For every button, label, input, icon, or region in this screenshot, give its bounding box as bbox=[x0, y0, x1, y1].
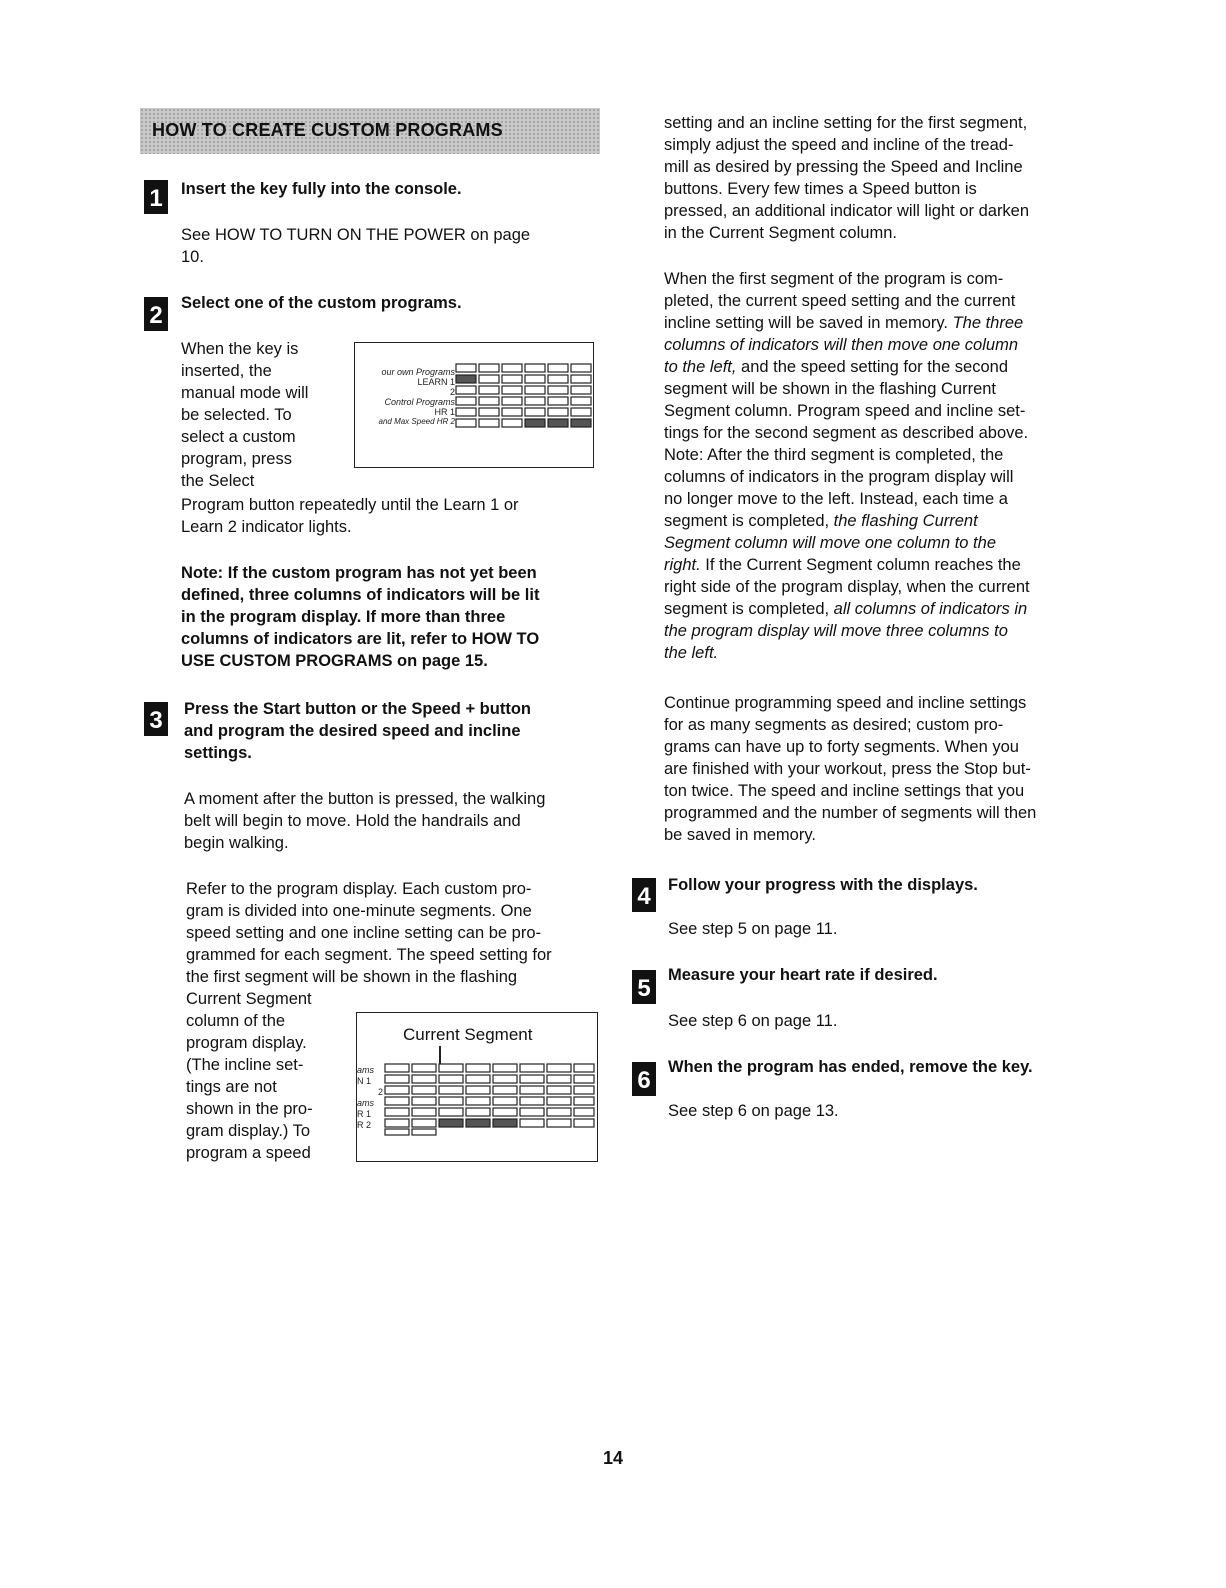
step-3-title: Press the Start button or the Speed + button and program the desired speed and incline settings. bbox=[184, 700, 531, 762]
custom-program-note: Note: If the custom program has not yet been defined, three columns of indicators will be lit in the program display. If more than three columns of indicators are lit, refer to HOW TO USE CUSTOM PROGRAMS on page 15. bbox=[181, 564, 540, 670]
figure-1-label: and Max Speed HR 2 bbox=[378, 417, 455, 426]
figure-2-label: ams bbox=[357, 1098, 375, 1108]
step-6-text: See step 6 on page 13. bbox=[668, 1102, 839, 1120]
step-2-text-wrap: When the key is inserted, the manual mode will be selected. To select a custom program, press the Select bbox=[181, 340, 309, 490]
right-paragraph-3: Continue programming speed and incline settings for as many segments as desired; custom pro- grams can have up to forty segments. When you are finished with your workout, press the Stop but- ton twice. The speed and incline settings that you programmed and the number of segments will then be saved in memory. bbox=[664, 694, 1037, 844]
right-paragraph-2: When the first segment of the program is com- pleted, the current speed setting and the current incline setting will be saved in memory. The three columns of indicators will then move one column to the left, and the speed setting for the second segment will be shown in the flashing Current Segment column. Program speed and incline set- tings for the second segment as described above. Note: After the third segment is completed, the columns of indicators in the program display will no longer move to the left. Instead, each time a segment is completed, the flashing Current Segment column will move one column to the right. If the Current Segment column reaches the right side of the program display, when the current segment is completed, all columns of indicators in the program display will move three columns to the left. bbox=[664, 270, 1030, 662]
figure-1-label: HR 1 bbox=[434, 407, 455, 417]
figure-1-label: Control Programs bbox=[384, 397, 455, 407]
figure-2-label: N 1 bbox=[357, 1076, 372, 1086]
figure-2-label: ams bbox=[357, 1065, 375, 1075]
step-3-text-2: Refer to the program display. Each custom pro- gram is divided into one-minute segments. One speed setting and one incline setting can be pro- grammed for each segment. The speed setting for the first segment will be shown in the flashing bbox=[186, 880, 552, 986]
step-3-text-wrap: Current Segment column of the program display. (The incline set- tings are not shown in the pro- gram display.) To program a speed bbox=[186, 990, 313, 1162]
step-6-title: When the program has ended, remove the key. bbox=[668, 1058, 1033, 1076]
step-4-title: Follow your progress with the displays. bbox=[668, 876, 978, 894]
figure-1-label: 2 bbox=[449, 387, 455, 397]
step-number-1: 1 bbox=[144, 180, 168, 214]
indicator-grid-2 bbox=[384, 1063, 596, 1137]
section-heading: HOW TO CREATE CUSTOM PROGRAMS bbox=[152, 120, 503, 140]
step-number-5: 5 bbox=[632, 970, 656, 1004]
step-number-6: 6 bbox=[632, 1062, 656, 1096]
step-3-text-1: A moment after the button is pressed, the walking belt will begin to move. Hold the handrails and begin walking. bbox=[184, 790, 546, 852]
figure-2-label: 2 bbox=[377, 1087, 383, 1097]
figure-2-title: Current Segment bbox=[403, 1025, 533, 1044]
step-2-title: Select one of the custom programs. bbox=[181, 294, 462, 312]
step-5-text: See step 6 on page 11. bbox=[668, 1012, 838, 1030]
figure-1-label: our own Programs bbox=[381, 367, 455, 377]
indicator-grid-1 bbox=[455, 363, 593, 443]
program-display-figure-1 bbox=[354, 342, 594, 468]
page-number: 14 bbox=[602, 1448, 624, 1468]
step-4-text: See step 5 on page 11. bbox=[668, 920, 838, 938]
step-5-title: Measure your heart rate if desired. bbox=[668, 966, 938, 984]
figure-2-label: R 1 bbox=[357, 1109, 372, 1119]
step-number-2: 2 bbox=[144, 297, 168, 331]
step-number-3: 3 bbox=[144, 702, 168, 736]
step-1-text: See HOW TO TURN ON THE POWER on page 10. bbox=[181, 226, 531, 266]
step-1-title: Insert the key fully into the console. bbox=[181, 180, 462, 198]
step-number-4: 4 bbox=[632, 878, 656, 912]
program-display-figure-2 bbox=[356, 1012, 598, 1162]
right-paragraph-1: setting and an incline setting for the first segment, simply adjust the speed and incline of the tread- mill as desired by pressing the Speed and Incline buttons. Every few times a Speed button is pressed, an additional indicator will light or darken in the Current Segment column. bbox=[664, 114, 1030, 242]
figure-1-label: LEARN 1 bbox=[417, 377, 455, 387]
step-2-text: Program button repeatedly until the Learn 1 or Learn 2 indicator lights. bbox=[181, 496, 519, 536]
figure-2-label: R 2 bbox=[357, 1120, 372, 1130]
